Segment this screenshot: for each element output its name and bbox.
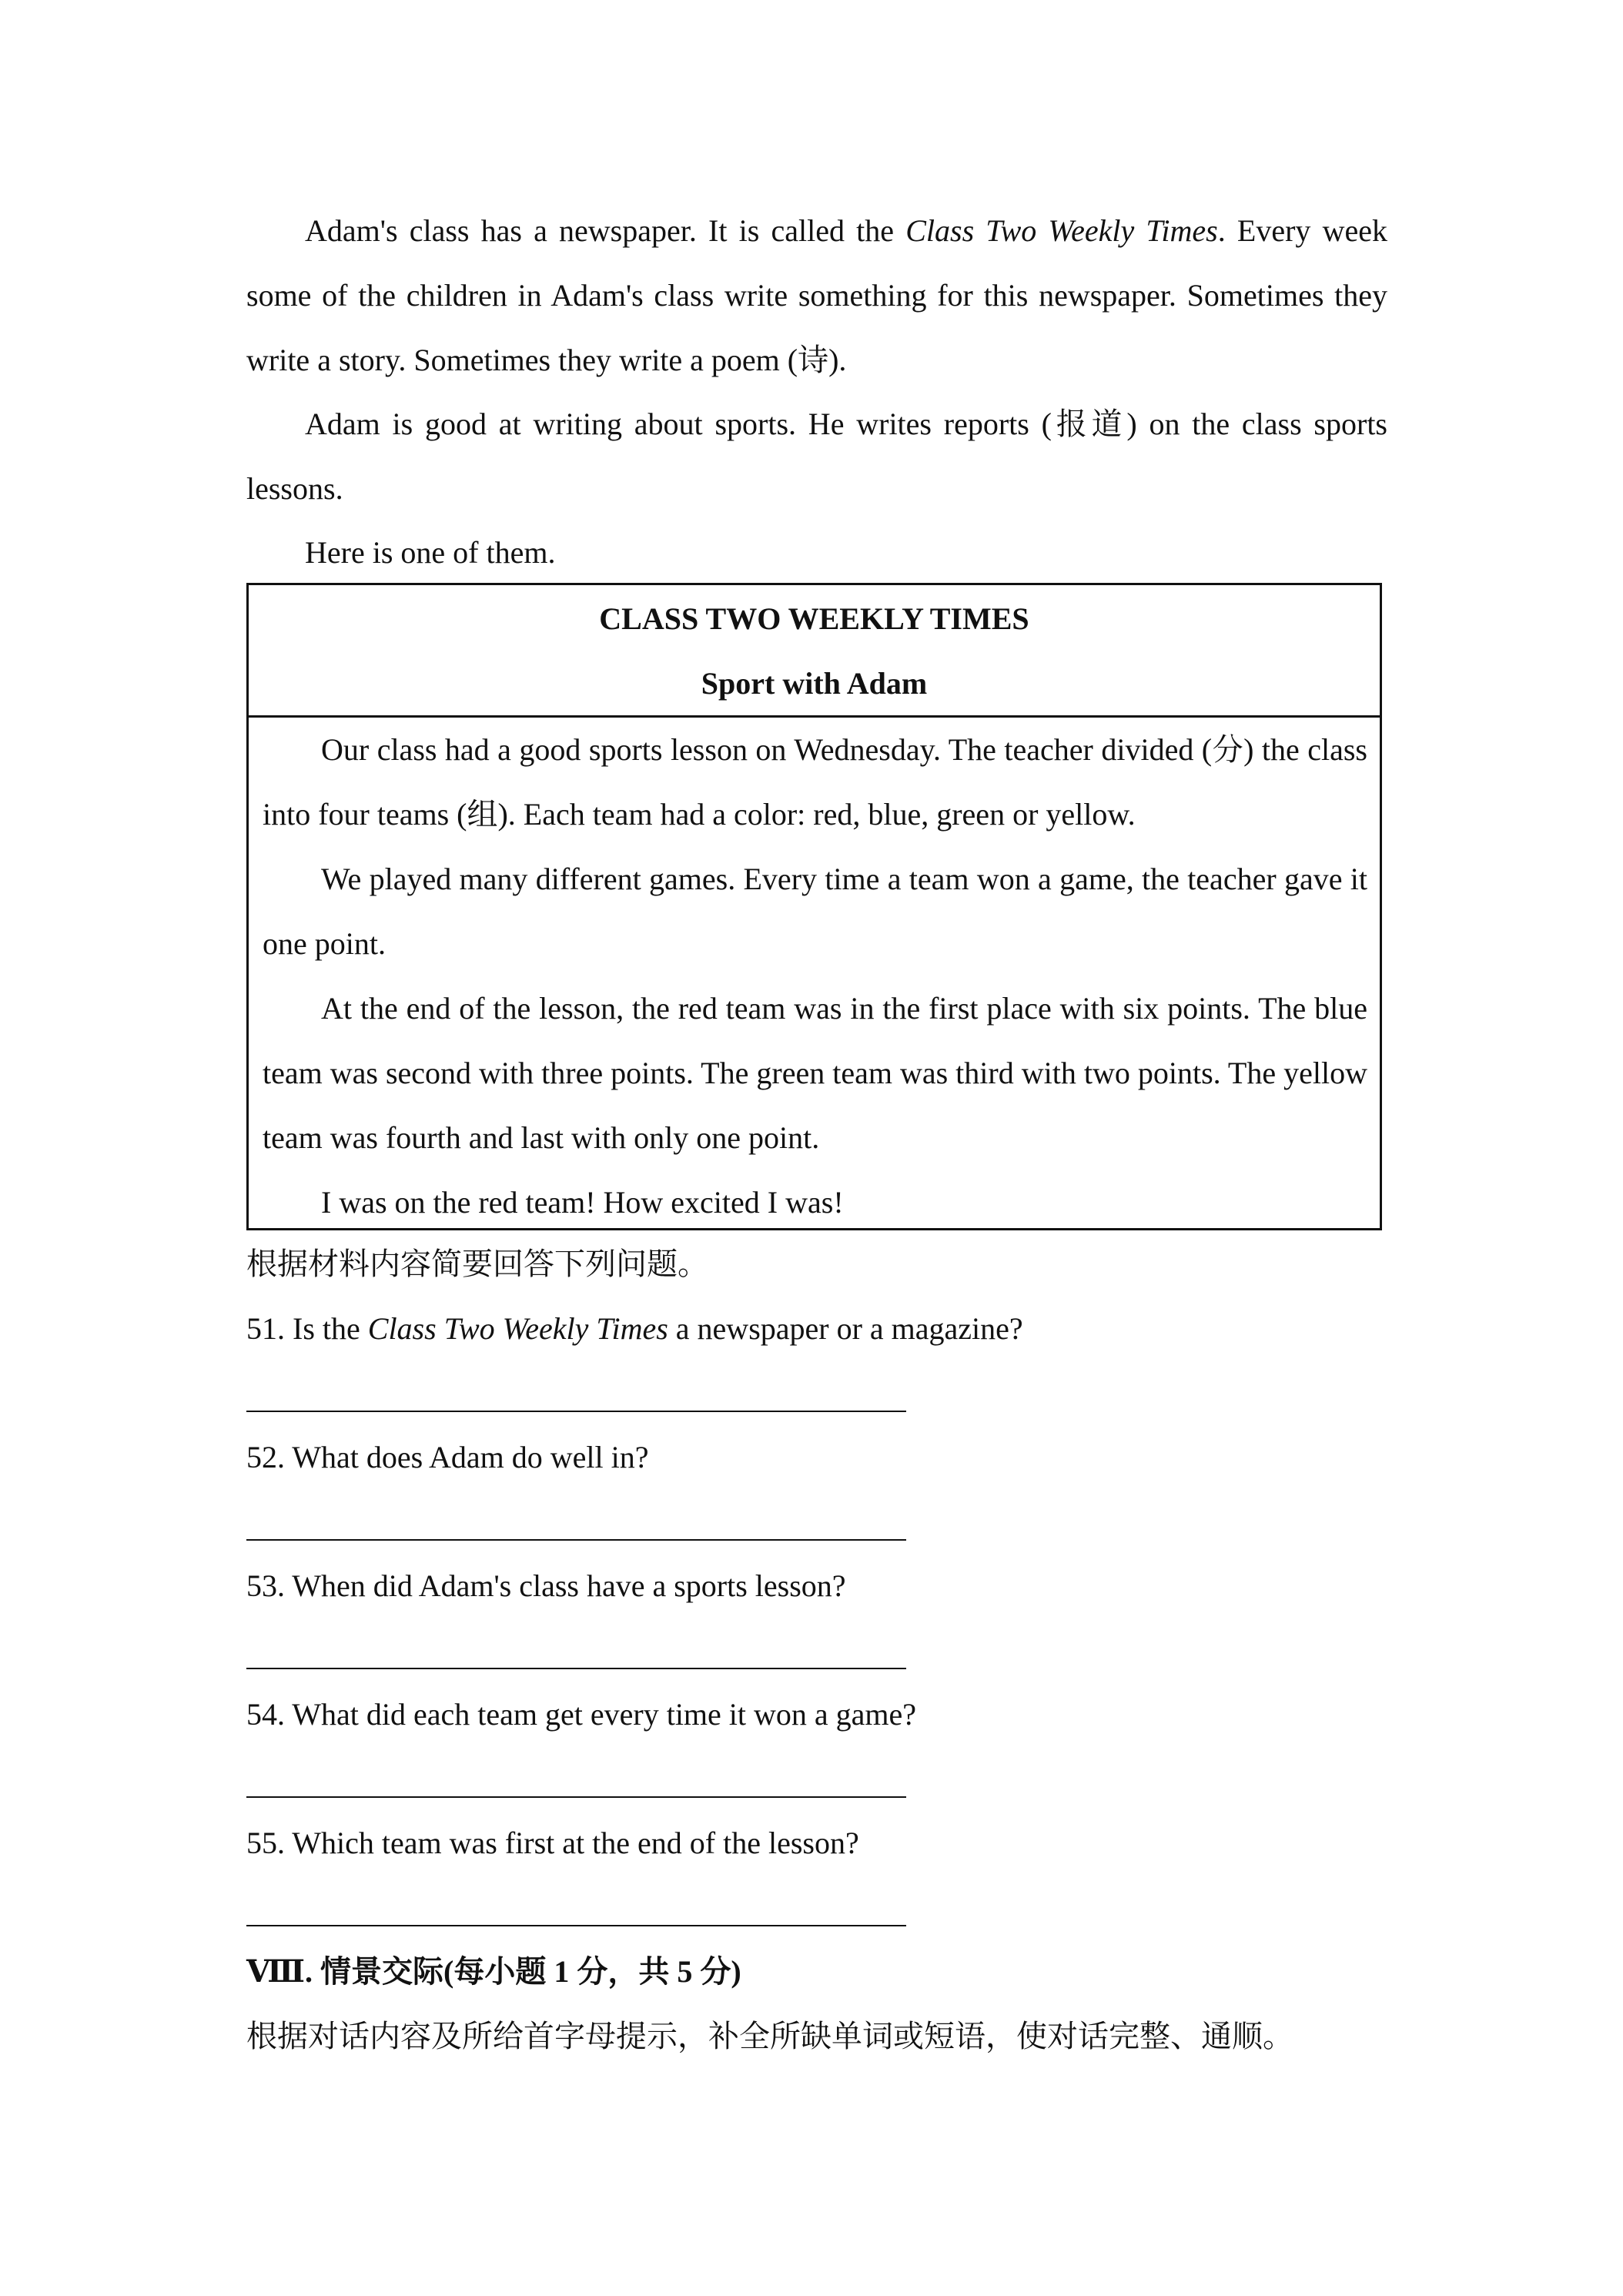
question-53: 53. When did Adam's class have a sports lesson? <box>246 1568 846 1603</box>
question-54: 54. What did each team get every time it won a game? <box>246 1697 917 1732</box>
question-51-title: Class Two Weekly Times <box>367 1311 668 1346</box>
section-8-instruction: 根据对话内容及所给首字母提示，补全所缺单词或短语，使对话完整、通顺。 <box>246 2019 1293 2053</box>
article-paragraph-3: At the end of the lesson, the red team was in the first place with six points. The blue team was second with three points. The green team was third with two points. The yellow team was fourth and last with only one point. <box>263 991 1367 1155</box>
answer-line-53[interactable] <box>246 1668 906 1669</box>
answer-line-55[interactable] <box>246 1925 906 1926</box>
newspaper-title: Class Two Weekly Times <box>905 213 1218 248</box>
article-paragraph-1: Our class had a good sports lesson on Wednesday. The teacher divided (分) the class into four teams (组). Each team had a color: red, blue, green or yellow. <box>263 732 1367 832</box>
article-subheading: Sport with Adam <box>701 666 928 701</box>
answer-line-54[interactable] <box>246 1796 906 1798</box>
article-paragraph-2: We played many different games. Every time a team won a game, the teacher gave it one point. <box>263 862 1367 961</box>
questions-instruction: 根据材料内容简要回答下列问题。 <box>246 1247 708 1281</box>
intro-paragraph-2: Adam is good at writing about sports. He writes reports (报道) on the class sports lessons. <box>246 407 1387 506</box>
intro-p1-end: . Every week some of the children in Adam's class write something for this newspaper. Sometimes they write a story. Sometimes they write a poem (诗). <box>246 213 1387 377</box>
article-box <box>246 583 1382 1230</box>
answer-line-52[interactable] <box>246 1539 906 1541</box>
article-heading: CLASS TWO WEEKLY TIMES <box>599 601 1029 636</box>
intro-paragraph-3: Here is one of them. <box>305 535 556 570</box>
section-8-title: Ⅷ. 情景交际(每小题 1 分，共 5 分) <box>246 1954 741 1989</box>
answer-line-51[interactable] <box>246 1411 906 1412</box>
article-header <box>249 585 1380 718</box>
intro-p1-start: Adam's class has a newspaper. It is called the <box>305 213 906 248</box>
question-51-start: 51. Is the <box>246 1311 368 1346</box>
article-paragraph-4: I was on the red team! How excited I was! <box>321 1185 844 1220</box>
question-51-end: a newspaper or a magazine? <box>668 1311 1023 1346</box>
question-55: 55. Which team was first at the end of the lesson? <box>246 1826 859 1860</box>
intro-paragraph-1 <box>246 199 1387 393</box>
question-52: 52. What does Adam do well in? <box>246 1440 649 1474</box>
question-51 <box>246 1297 1023 1361</box>
